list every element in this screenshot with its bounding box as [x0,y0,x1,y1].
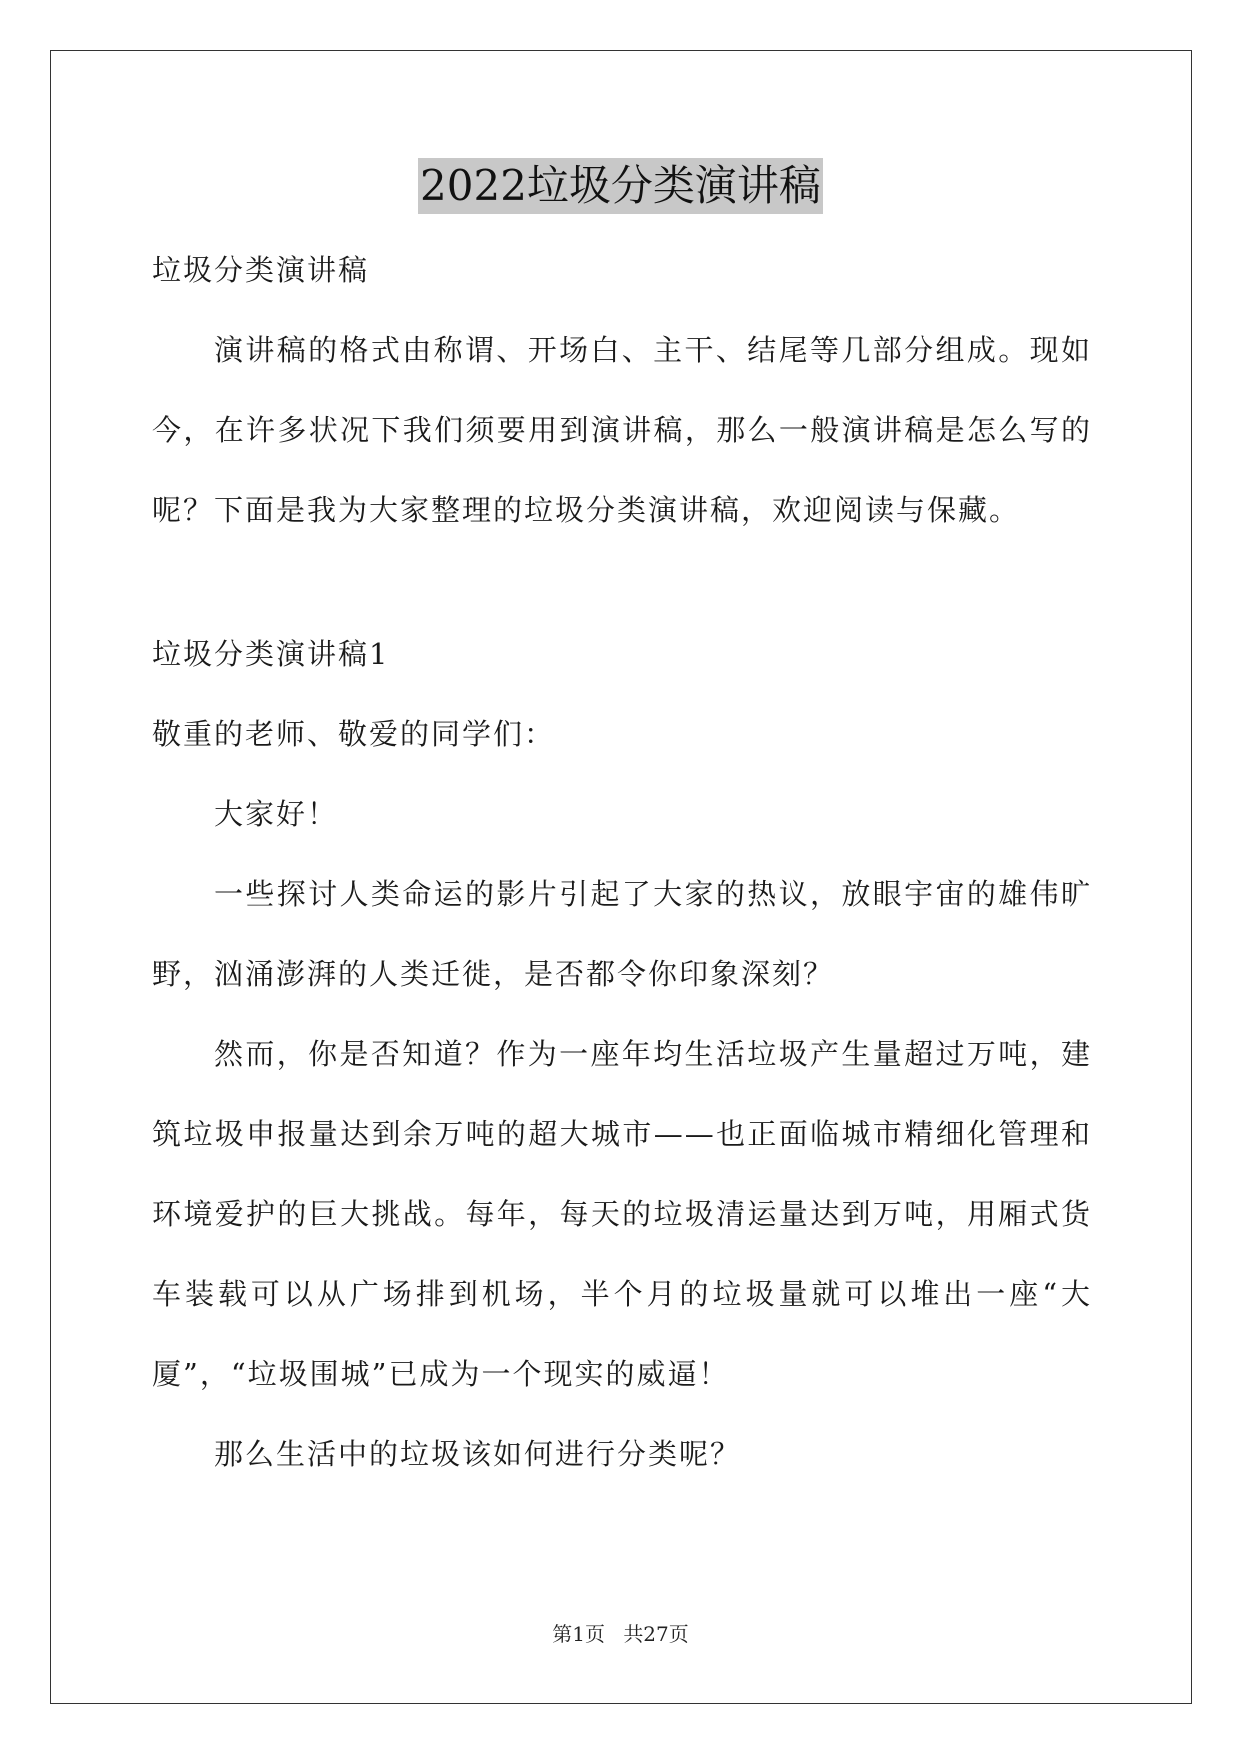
page-footer [0,1618,1241,1647]
intro-paragraph: 演讲稿的格式由称谓、开场白、主干、结尾等几部分组成。现如今，在许多状况下我们须要用到演讲稿，那么一般演讲稿是怎么写的呢？下面是我为大家整理的垃圾分类演讲稿，欢迎阅读与保藏。 [152,333,1092,527]
document-body [152,230,1092,1494]
page-total: 共27页 [623,1622,689,1646]
title-wrapper [0,158,1241,214]
document-title: 2022垃圾分类演讲稿 [418,158,823,214]
page-number: 第1页 [552,1622,605,1646]
document-subtitle: 垃圾分类演讲稿 [152,253,370,287]
body-paragraph: 然而，你是否知道？作为一座年均生活垃圾产生量超过万吨，建筑垃圾申报量达到余万吨的超大城市——也正面临城市精细化管理和环境爱护的巨大挑战。每年，每天的垃圾清运量达到万吨，用厢式货车装载可以从广场排到机场，半个月的垃圾量就可以堆出一座“大厦”，“垃圾围城”已成为一个现实的威逼！ [152,1037,1092,1391]
spacer [152,550,1092,614]
body-paragraph: 一些探讨人类命运的影片引起了大家的热议，放眼宇宙的雄伟旷野，汹涌澎湃的人类迁徙，是否都令你印象深刻？ [152,877,1092,991]
section-heading: 垃圾分类演讲稿1 [152,637,390,671]
salutation: 敬重的老师、敬爱的同学们： [152,717,556,751]
greeting: 大家好！ [214,797,339,831]
body-paragraph: 那么生活中的垃圾该如何进行分类呢？ [214,1437,742,1471]
